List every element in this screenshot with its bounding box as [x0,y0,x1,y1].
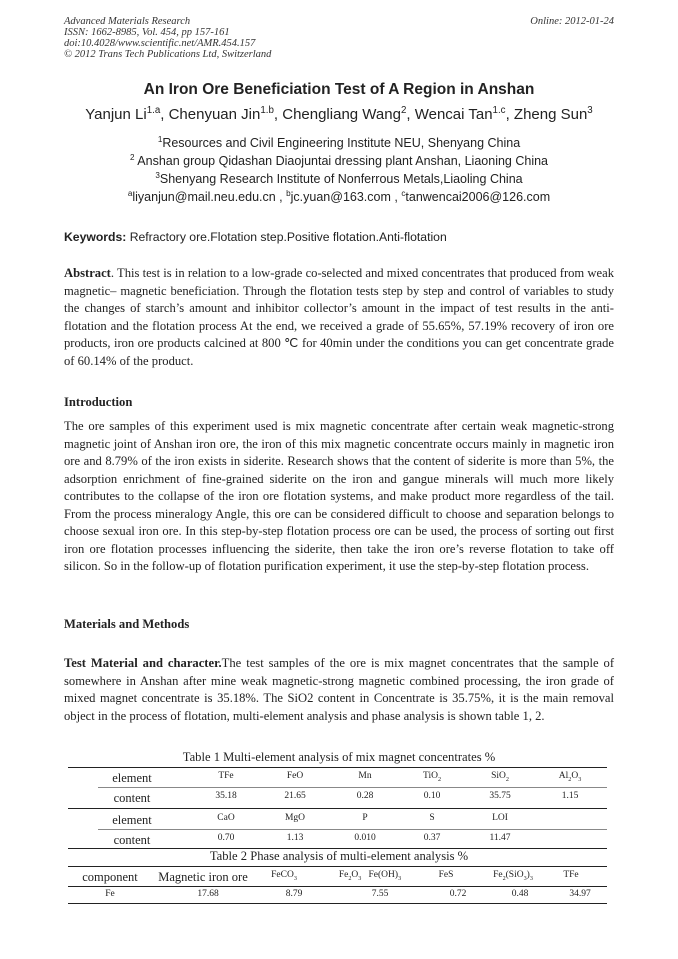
content-value: 11.47 [489,833,511,843]
affiliation-sup: 2 [129,152,135,162]
keywords-label: Keywords: [64,230,127,244]
abstract-label: Abstract [64,266,111,280]
issn-line: ISSN: 1662-8985, Vol. 454, pp 157-161 [64,27,230,38]
element-name: Mn [358,771,372,781]
table2-cell: 0.48 [511,889,529,899]
table1-part-b [68,810,607,848]
email-sup: b [286,188,291,198]
author-sup: 3 [587,105,593,116]
element-name: CaO [217,813,235,823]
element-name: $Al_2O_3$ [558,771,582,783]
abstract [64,265,614,370]
element-name: S [429,813,435,823]
methods-text: The test samples of the ore is mix magnet concentrates that the sample of somewhere in Anshan after mine weak magnetic-strong magnetic combined processing, the iron grade of mixed magnet concentrate is 35.18%. The SiO2 content in Concentrate is 35.75%, it is the main removal object in the process of flotation, multi-element analysis and phase analysis is shown table 1, 2. [64,656,615,723]
element-name: SiO$_2$ [491,771,509,783]
content-value: 0.10 [423,791,441,801]
table2-header: $Fe_2O_3$ $Fe(OH)_3$ [338,870,402,882]
email-line [0,190,678,204]
author-name: Wencai Tan [414,106,493,123]
introduction-heading: Introduction [64,395,133,409]
author-name: Chenyuan Jin [168,106,261,123]
author-sup: 2 [400,105,407,116]
author-sup: 1.b [260,105,274,116]
content-value: 1.15 [561,791,579,801]
table2 [68,867,607,905]
table2-header: FeCO$_3$ [271,870,297,882]
element-name: TiO$_2$ [422,771,442,783]
methods-heading: Materials and Methods [64,617,190,631]
table-rule [98,829,607,830]
author-name: Chengliang Wang [282,106,401,123]
author-list: Yanjun $Li^{1.a}$, Chenyuan Jin$^{1.b}$, Chengliang Wang$^2$, Wencai Tan$^{1.c}$, Zheng Sun$^3$ [85,105,593,123]
table2-cell: Fe [105,889,115,899]
content-value: 35.18 [215,791,237,801]
introduction-text: The ore samples of this experiment used is mix magnetic concentrate after certain weak magnetic-strong magnetic joint of Anshan iron ore, the iron of this mix magnetic concentrate occurs mainly in magnetic iron ore and 8.79% of the iron exists in siderite. Research shows that the content of siderite is more than 5%, the adsorption enrichment of fine-grained siderite on the iron and gangue minerals will much more likely contributes to the collapse of the iron ore flotation systems, and make product more regardless of the tail. From the process mineralogy Angle, this ore can be considered difficult to choose and separation belongs to choose sexual iron ore. In this step-by-step flotation process ore can be used, the process of sorting out first iron ore flotation processes influencing the siderite, then take the iron ore’s reverse flotation to take off silicon. So in the follow-up of flotation purification experiment, it use the step-by-step flotation process. [64,419,614,573]
affiliation-2 [0,154,678,168]
element-name: P [362,813,368,823]
element-name: LOI [492,813,508,823]
content-value: 0.70 [217,833,235,843]
email-text[interactable]: liyanjun@mail.neu.edu.cn , [132,190,283,204]
email-sup: a [127,188,133,198]
table2-header: $Fe_2(SiO_3)_3$ [493,870,533,882]
table2-cell: 7.55 [371,889,389,899]
table1-caption: Table 1 Multi-element analysis of mix magnet concentrates % [182,750,496,764]
element-name: TFe [218,771,234,781]
content-value: 0.37 [423,833,441,843]
table2-header: FeS [438,870,454,880]
paper-title: An Iron Ore Beneficiation Test of A Region in Anshan [143,81,535,98]
table-rule [98,787,607,788]
element-name: FeO [286,771,304,781]
content-value: 0.010 [354,833,376,843]
affiliation-text: Resources and Civil Engineering Institute NEU, Shenyang China [162,136,521,150]
content-value: 0.28 [356,791,374,801]
affiliation-sup: 1 [157,134,163,144]
journal-name: Advanced Materials Research [64,16,191,27]
copyright-line: © 2012 Trans Tech Publications Ltd, Switzerland [64,49,272,60]
row-label-element: element [112,771,152,785]
abstract-text: . This test is in relation to a low-grade co-selected and mixed concentrates that produced from weak magnetic– magnetic beneficiation. Through the flotation tests step by step and control of variables to study the changes of starch’s amount and inhibitor collector’s amount in the impact of test results in the anti-flotation and the flotation process At the end, we received a grade of 55.65%, 57.19% recovery of iron ore products, iron ore products calcined at 800 ℃ for 40min under the conditions you can get concentrate grade of 60.14% of the product. [64,266,614,368]
table2-cell: 17.68 [197,889,219,899]
table2-header: component [82,870,138,884]
email-text[interactable]: tanwencai2006@126.com [405,190,551,204]
element-name: MgO [284,813,306,823]
table1-part-a [68,768,607,808]
affiliation-text: Anshan group Qidashan Diaojuntai dressing plant Anshan, Liaoning China [137,154,549,168]
methods-sublabel: Test Material and character. [64,656,222,670]
keywords-text: Refractory ore.Flotation step.Positive flotation.Anti-flotation [129,230,447,244]
table2-header: TFe [563,870,579,880]
author-name: Yanjun Li [85,106,147,123]
author-sup: 1.c [492,105,506,116]
table-rule [68,886,607,887]
author-sup: 1.a [146,105,161,116]
keywords [64,230,447,244]
table2-cell: 34.97 [569,889,591,899]
content-value: 1.13 [286,833,304,843]
row-label-element: element [112,813,152,827]
table2-caption: Table 2 Phase analysis of multi-element analysis % [209,849,469,863]
journal-header [64,16,271,60]
online-date: Online: 2012-01-24 [530,16,614,27]
table2-cell: 0.72 [449,889,467,899]
doi-line: doi:10.4028/www.scientific.net/AMR.454.157 [64,38,256,49]
table-rule [68,808,607,809]
email-sup: c [401,188,406,198]
email-text[interactable]: jc.yuan@163.com , [290,190,398,204]
affiliation-3 [0,172,678,186]
author-name: Zheng Sun [513,106,588,123]
table2-cell: 8.79 [285,889,303,899]
table2-header: Magnetic iron ore [158,870,248,884]
content-value: 35.75 [489,791,511,801]
affiliation-text: Shenyang Research Institute of Nonferrous Metals,Liaoling China [159,172,523,186]
row-label-content: content [113,791,151,805]
table-rule [68,903,607,904]
affiliation-sup: 3 [155,170,160,180]
row-label-content: content [113,833,151,847]
methods-paragraph [64,655,614,725]
content-value: 21.65 [284,791,306,801]
affiliation-1 [0,136,678,150]
